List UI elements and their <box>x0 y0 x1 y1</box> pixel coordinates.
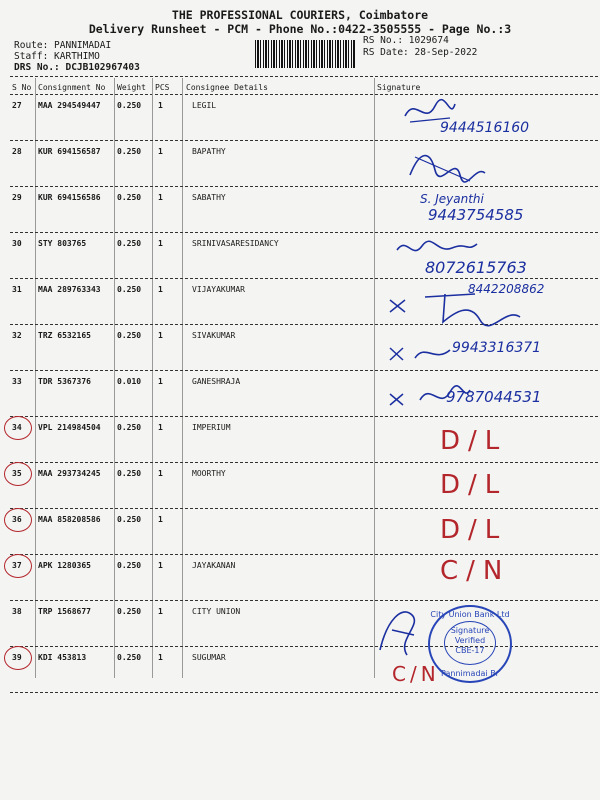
serial-circle <box>4 554 32 578</box>
route-label: Route: PANNIMADAI <box>14 40 112 51</box>
cell-weight: 0.250 <box>117 423 142 432</box>
signature-scribble <box>385 282 555 332</box>
cell-pcs: 1 <box>158 515 163 524</box>
cell-sno: 32 <box>12 331 22 340</box>
cell-consignee: IMPERIUM <box>192 423 231 432</box>
divider <box>10 94 598 95</box>
cell-sno: 33 <box>12 377 22 386</box>
serial-circle <box>4 646 32 670</box>
cell-sno: 36 <box>12 515 22 524</box>
row-divider <box>10 186 598 187</box>
column-header-consignee: Consignee Details <box>186 83 268 92</box>
table-row <box>0 142 600 188</box>
cell-weight: 0.250 <box>117 331 142 340</box>
column-header-consignment: Consignment No <box>38 83 106 92</box>
row-divider <box>10 278 598 279</box>
cell-consignment: MAA 293734245 <box>38 469 101 478</box>
cell-sno: 38 <box>12 607 22 616</box>
handwritten-phone: 8442208862 <box>468 282 545 296</box>
cell-pcs: 1 <box>158 147 163 156</box>
row-divider <box>10 416 598 417</box>
signature-scribble <box>400 145 490 185</box>
cell-consignment: MAA 289763343 <box>38 285 101 294</box>
cell-consignment: KUR 694156587 <box>38 147 101 156</box>
cell-sno: 35 <box>12 469 22 478</box>
row-divider <box>10 508 598 509</box>
cell-consignee: GANESHRAJA <box>192 377 241 386</box>
row-divider <box>10 554 598 555</box>
handwritten-phone: 8072615763 <box>425 258 527 277</box>
barcode <box>255 40 355 68</box>
column-header-pcs: PCS <box>155 83 170 92</box>
runsheet-title: Delivery Runsheet - PCM - Phone No.:0422-3505555 - Page No.:3 <box>88 22 512 36</box>
serial-circle <box>4 416 32 440</box>
cell-consignment: KDI 453813 <box>38 653 87 662</box>
cell-sno: 29 <box>12 193 22 202</box>
cell-pcs: 1 <box>158 193 163 202</box>
cell-pcs: 1 <box>158 561 163 570</box>
cell-consignee: LEGIL <box>192 101 217 110</box>
stamp-branch: Pannimadai Br <box>441 669 499 678</box>
cell-consignee: SABATHY <box>192 193 226 202</box>
handwritten-name: S. Jeyanthi <box>420 192 484 206</box>
cell-sno: 39 <box>12 653 22 662</box>
cell-consignment: TDR 5367376 <box>38 377 91 386</box>
rs-number: RS No.: 1029674 <box>363 35 449 46</box>
cell-weight: 0.250 <box>117 653 142 662</box>
column-header-sno: S No <box>12 83 32 92</box>
column-header-weight: Weight <box>117 83 146 92</box>
rs-date: RS Date: 28-Sep-2022 <box>363 47 478 58</box>
cell-consignment: MAA 858208586 <box>38 515 101 524</box>
divider <box>10 76 598 77</box>
cell-consignee: SRINIVASARESIDANCY <box>192 239 279 248</box>
handwritten-phone: 9443754585 <box>428 206 524 224</box>
cell-consignment: TRZ 6532165 <box>38 331 91 340</box>
drs-number: DRS No.: DCJB102967403 <box>14 62 140 73</box>
signature-scribble <box>372 600 422 660</box>
row-divider <box>10 600 598 601</box>
delivery-mark: D/L <box>440 426 508 456</box>
cell-weight: 0.250 <box>117 607 142 616</box>
company-title: THE PROFESSIONAL COURIERS, Coimbatore <box>171 8 429 22</box>
table-row <box>0 418 600 464</box>
cell-pcs: 1 <box>158 607 163 616</box>
serial-circle <box>4 508 32 532</box>
signature-scribble <box>385 338 455 368</box>
delivery-mark: C/N <box>440 556 511 586</box>
row-divider <box>10 140 598 141</box>
cell-weight: 0.250 <box>117 469 142 478</box>
delivery-mark: D/L <box>440 470 508 500</box>
cell-consignee: CITY UNION <box>192 607 241 616</box>
cell-consignment: TRP 1568677 <box>38 607 91 616</box>
cell-weight: 0.250 <box>117 101 142 110</box>
cell-sno: 34 <box>12 423 22 432</box>
cell-weight: 0.250 <box>117 193 142 202</box>
cell-sno: 37 <box>12 561 22 570</box>
cell-pcs: 1 <box>158 239 163 248</box>
cell-weight: 0.250 <box>117 285 142 294</box>
delivery-mark: D/L <box>440 515 508 545</box>
row-divider <box>10 232 598 233</box>
row-divider <box>10 462 598 463</box>
cell-consignee: MOORTHY <box>192 469 226 478</box>
cell-consignee: SUGUMAR <box>192 653 226 662</box>
row-divider <box>10 370 598 371</box>
cell-consignment: VPL 214984504 <box>38 423 101 432</box>
cell-sno: 30 <box>12 239 22 248</box>
stamp-bank: City Union Bank Ltd <box>430 610 510 619</box>
cell-weight: 0.250 <box>117 147 142 156</box>
cell-pcs: 1 <box>158 423 163 432</box>
table-row <box>0 510 600 556</box>
cell-pcs: 1 <box>158 469 163 478</box>
handwritten-phone: 9787044531 <box>446 388 542 406</box>
cell-consignee: VIJAYAKUMAR <box>192 285 245 294</box>
staff-label: Staff: KARTHIMO <box>14 51 100 62</box>
cell-weight: 0.250 <box>117 239 142 248</box>
stamp-code: CBE-17 <box>455 646 485 655</box>
stamp-text2: Verified <box>454 636 486 645</box>
cell-weight: 0.010 <box>117 377 142 386</box>
row-divider <box>10 692 598 693</box>
cell-pcs: 1 <box>158 653 163 662</box>
handwritten-phone: 9444516160 <box>440 120 530 136</box>
column-header-signature: Signature <box>377 83 421 92</box>
cell-pcs: 1 <box>158 377 163 386</box>
cell-consignment: APK 1280365 <box>38 561 91 570</box>
stamp-inner <box>444 621 496 665</box>
cell-consignee: SIVAKUMAR <box>192 331 236 340</box>
cell-weight: 0.250 <box>117 561 142 570</box>
cell-consignee: JAYAKANAN <box>192 561 236 570</box>
cell-consignment: KUR 694156586 <box>38 193 101 202</box>
cell-sno: 27 <box>12 101 22 110</box>
serial-circle <box>4 462 32 486</box>
cell-sno: 31 <box>12 285 22 294</box>
cell-sno: 28 <box>12 147 22 156</box>
bank-verification-stamp <box>428 605 512 683</box>
cell-pcs: 1 <box>158 285 163 294</box>
cell-weight: 0.250 <box>117 515 142 524</box>
cell-consignment: STY 803765 <box>38 239 87 248</box>
cell-pcs: 1 <box>158 101 163 110</box>
cell-consignment: MAA 294549447 <box>38 101 101 110</box>
delivery-mark: C/N <box>392 662 440 686</box>
stamp-text1: Signature <box>450 626 490 635</box>
table-row <box>0 464 600 510</box>
cell-pcs: 1 <box>158 331 163 340</box>
handwritten-phone: 9943316371 <box>452 340 542 356</box>
cell-consignee: BAPATHY <box>192 147 226 156</box>
